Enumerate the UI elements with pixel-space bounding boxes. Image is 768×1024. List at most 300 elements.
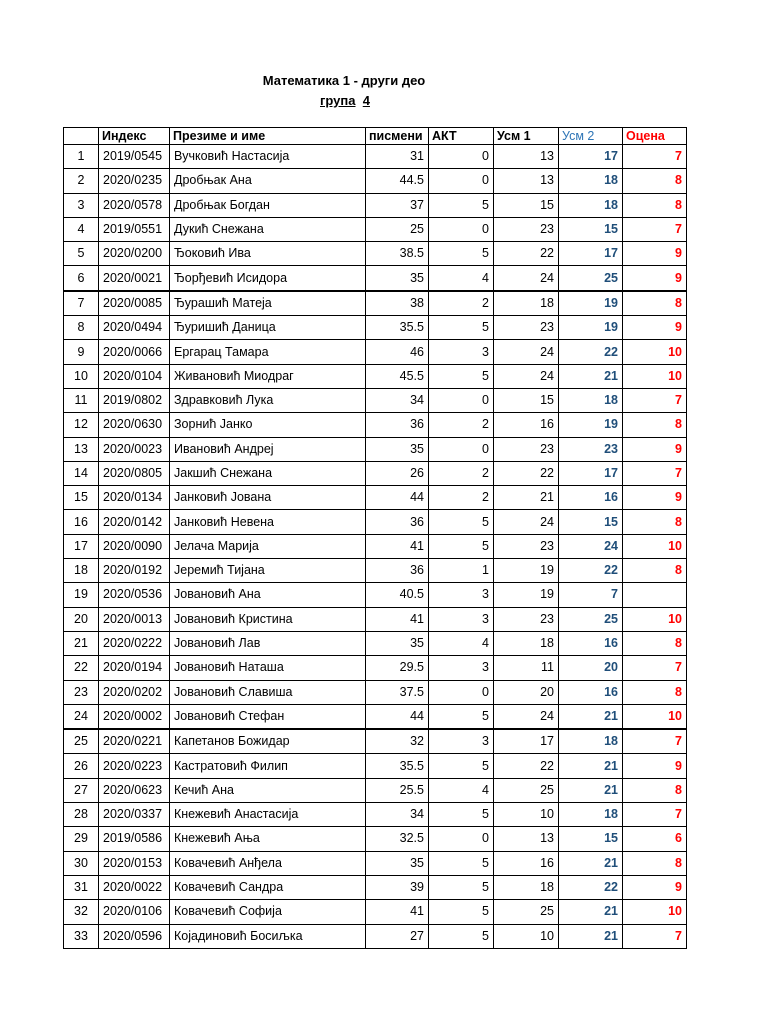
index-cell: 2020/0235	[99, 169, 170, 193]
table-row	[64, 217, 687, 241]
header-grade: Оцена	[623, 128, 687, 145]
grade-cell: 7	[623, 217, 687, 241]
index-cell: 2020/0085	[99, 291, 170, 316]
akt-score-cell: 5	[429, 316, 494, 340]
written-score-cell: 38	[366, 291, 429, 316]
student-name-cell: Ивановић Андреј	[170, 437, 366, 461]
index-cell: 2020/0066	[99, 340, 170, 364]
row-number-cell: 22	[64, 656, 99, 680]
row-number-cell: 8	[64, 316, 99, 340]
header-number	[64, 128, 99, 145]
oral2-score-cell: 21	[559, 364, 623, 388]
oral2-score-cell: 21	[559, 704, 623, 729]
oral2-score-cell: 17	[559, 145, 623, 169]
student-name-cell: Зорнић Јанко	[170, 413, 366, 437]
table-row	[64, 510, 687, 534]
row-number-cell: 2	[64, 169, 99, 193]
index-cell: 2020/0221	[99, 729, 170, 754]
student-name-cell: Кнежевић Анастасија	[170, 803, 366, 827]
akt-score-cell: 2	[429, 486, 494, 510]
oral2-score-cell: 21	[559, 900, 623, 924]
written-score-cell: 36	[366, 559, 429, 583]
student-name-cell: Јовановић Стефан	[170, 704, 366, 729]
oral1-score-cell: 19	[494, 559, 559, 583]
grade-cell: 8	[623, 291, 687, 316]
akt-score-cell: 5	[429, 924, 494, 948]
row-number-cell: 7	[64, 291, 99, 316]
index-cell: 2020/0494	[99, 316, 170, 340]
written-score-cell: 26	[366, 461, 429, 485]
index-cell: 2019/0551	[99, 217, 170, 241]
index-cell: 2020/0142	[99, 510, 170, 534]
index-cell: 2020/0022	[99, 875, 170, 899]
table-row	[64, 851, 687, 875]
header-akt: АКТ	[429, 128, 494, 145]
written-score-cell: 34	[366, 803, 429, 827]
akt-score-cell: 5	[429, 803, 494, 827]
oral2-score-cell: 21	[559, 778, 623, 802]
oral2-score-cell: 25	[559, 266, 623, 291]
oral2-score-cell: 22	[559, 340, 623, 364]
akt-score-cell: 5	[429, 704, 494, 729]
index-cell: 2020/0578	[99, 193, 170, 217]
student-name-cell: Јелача Марија	[170, 534, 366, 558]
oral2-score-cell: 15	[559, 217, 623, 241]
table-row	[64, 486, 687, 510]
akt-score-cell: 4	[429, 266, 494, 291]
oral2-score-cell: 15	[559, 827, 623, 851]
grade-cell: 6	[623, 827, 687, 851]
akt-score-cell: 5	[429, 754, 494, 778]
akt-score-cell: 5	[429, 875, 494, 899]
written-score-cell: 37.5	[366, 680, 429, 704]
grade-cell: 10	[623, 534, 687, 558]
student-name-cell: Дробњак Богдан	[170, 193, 366, 217]
oral2-score-cell: 21	[559, 754, 623, 778]
oral1-score-cell: 20	[494, 680, 559, 704]
student-name-cell: Јовановић Ана	[170, 583, 366, 607]
student-name-cell: Кастратовић Филип	[170, 754, 366, 778]
grade-cell: 9	[623, 316, 687, 340]
written-score-cell: 29.5	[366, 656, 429, 680]
student-name-cell: Живановић Миодраг	[170, 364, 366, 388]
oral1-score-cell: 17	[494, 729, 559, 754]
index-cell: 2020/0013	[99, 607, 170, 631]
row-number-cell: 4	[64, 217, 99, 241]
akt-score-cell: 5	[429, 364, 494, 388]
akt-score-cell: 5	[429, 193, 494, 217]
oral1-score-cell: 15	[494, 388, 559, 412]
oral1-score-cell: 13	[494, 145, 559, 169]
grade-cell: 7	[623, 729, 687, 754]
oral2-score-cell: 20	[559, 656, 623, 680]
student-name-cell: Ђорђевић Исидора	[170, 266, 366, 291]
written-score-cell: 45.5	[366, 364, 429, 388]
oral1-score-cell: 23	[494, 316, 559, 340]
table-row	[64, 729, 687, 754]
table-row	[64, 583, 687, 607]
row-number-cell: 18	[64, 559, 99, 583]
grade-cell: 7	[623, 461, 687, 485]
akt-score-cell: 5	[429, 900, 494, 924]
oral1-score-cell: 19	[494, 583, 559, 607]
written-score-cell: 35	[366, 437, 429, 461]
table-row	[64, 704, 687, 729]
written-score-cell: 40.5	[366, 583, 429, 607]
table-row	[64, 900, 687, 924]
written-score-cell: 35	[366, 266, 429, 291]
akt-score-cell: 0	[429, 388, 494, 412]
oral1-score-cell: 23	[494, 534, 559, 558]
grade-cell: 9	[623, 875, 687, 899]
oral2-score-cell: 16	[559, 486, 623, 510]
written-score-cell: 27	[366, 924, 429, 948]
akt-score-cell: 3	[429, 340, 494, 364]
akt-score-cell: 5	[429, 242, 494, 266]
row-number-cell: 30	[64, 851, 99, 875]
grade-cell	[623, 583, 687, 607]
oral2-score-cell: 17	[559, 242, 623, 266]
grade-cell: 8	[623, 851, 687, 875]
row-number-cell: 32	[64, 900, 99, 924]
student-name-cell: Јовановић Кристина	[170, 607, 366, 631]
row-number-cell: 27	[64, 778, 99, 802]
oral1-score-cell: 24	[494, 266, 559, 291]
written-score-cell: 46	[366, 340, 429, 364]
row-number-cell: 13	[64, 437, 99, 461]
akt-score-cell: 2	[429, 291, 494, 316]
row-number-cell: 15	[64, 486, 99, 510]
row-number-cell: 31	[64, 875, 99, 899]
table-row	[64, 778, 687, 802]
table-row	[64, 316, 687, 340]
header-written: писмени	[366, 128, 429, 145]
written-score-cell: 25.5	[366, 778, 429, 802]
document-title: Математика 1 - други део	[262, 73, 426, 88]
written-score-cell: 36	[366, 413, 429, 437]
table-row	[64, 827, 687, 851]
row-number-cell: 17	[64, 534, 99, 558]
oral1-score-cell: 18	[494, 875, 559, 899]
student-name-cell: Којадиновић Босиљка	[170, 924, 366, 948]
row-number-cell: 16	[64, 510, 99, 534]
index-cell: 2020/0192	[99, 559, 170, 583]
group-number: 4	[362, 93, 370, 108]
written-score-cell: 44	[366, 704, 429, 729]
grade-cell: 9	[623, 437, 687, 461]
oral1-score-cell: 23	[494, 217, 559, 241]
written-score-cell: 41	[366, 534, 429, 558]
row-number-cell: 3	[64, 193, 99, 217]
oral2-score-cell: 7	[559, 583, 623, 607]
written-score-cell: 38.5	[366, 242, 429, 266]
row-number-cell: 24	[64, 704, 99, 729]
row-number-cell: 11	[64, 388, 99, 412]
akt-score-cell: 3	[429, 656, 494, 680]
written-score-cell: 35	[366, 851, 429, 875]
table-row	[64, 754, 687, 778]
oral2-score-cell: 25	[559, 607, 623, 631]
akt-score-cell: 0	[429, 217, 494, 241]
oral2-score-cell: 24	[559, 534, 623, 558]
written-score-cell: 25	[366, 217, 429, 241]
index-cell: 2020/0223	[99, 754, 170, 778]
oral1-score-cell: 16	[494, 851, 559, 875]
student-name-cell: Јеремић Тијана	[170, 559, 366, 583]
akt-score-cell: 1	[429, 559, 494, 583]
akt-score-cell: 3	[429, 583, 494, 607]
oral1-score-cell: 13	[494, 827, 559, 851]
oral1-score-cell: 13	[494, 169, 559, 193]
row-number-cell: 14	[64, 461, 99, 485]
akt-score-cell: 0	[429, 145, 494, 169]
row-number-cell: 23	[64, 680, 99, 704]
row-number-cell: 28	[64, 803, 99, 827]
table-row	[64, 803, 687, 827]
written-score-cell: 36	[366, 510, 429, 534]
student-name-cell: Кечић Ана	[170, 778, 366, 802]
student-name-cell: Кнежевић Ања	[170, 827, 366, 851]
akt-score-cell: 5	[429, 510, 494, 534]
oral2-score-cell: 19	[559, 413, 623, 437]
oral1-score-cell: 21	[494, 486, 559, 510]
row-number-cell: 20	[64, 607, 99, 631]
student-name-cell: Здравковић Лука	[170, 388, 366, 412]
grade-cell: 7	[623, 145, 687, 169]
group-heading	[320, 93, 370, 108]
row-number-cell: 25	[64, 729, 99, 754]
oral2-score-cell: 18	[559, 388, 623, 412]
student-name-cell: Вучковић Настасија	[170, 145, 366, 169]
oral1-score-cell: 23	[494, 437, 559, 461]
oral1-score-cell: 24	[494, 364, 559, 388]
table-row	[64, 437, 687, 461]
student-name-cell: Дробњак Ана	[170, 169, 366, 193]
written-score-cell: 44	[366, 486, 429, 510]
written-score-cell: 32.5	[366, 827, 429, 851]
written-score-cell: 35.5	[366, 316, 429, 340]
oral1-score-cell: 22	[494, 242, 559, 266]
group-label: група	[320, 93, 356, 108]
row-number-cell: 6	[64, 266, 99, 291]
student-name-cell: Јакшић Снежана	[170, 461, 366, 485]
student-name-cell: Јовановић Лав	[170, 631, 366, 655]
row-number-cell: 19	[64, 583, 99, 607]
index-cell: 2020/0805	[99, 461, 170, 485]
akt-score-cell: 0	[429, 680, 494, 704]
oral1-score-cell: 15	[494, 193, 559, 217]
written-score-cell: 41	[366, 607, 429, 631]
student-name-cell: Ковачевић Софија	[170, 900, 366, 924]
written-score-cell: 37	[366, 193, 429, 217]
table-row	[64, 413, 687, 437]
index-cell: 2020/0202	[99, 680, 170, 704]
table-row	[64, 169, 687, 193]
row-number-cell: 12	[64, 413, 99, 437]
grade-cell: 9	[623, 266, 687, 291]
oral2-score-cell: 15	[559, 510, 623, 534]
student-name-cell: Ковачевић Сандра	[170, 875, 366, 899]
oral2-score-cell: 19	[559, 291, 623, 316]
oral2-score-cell: 21	[559, 924, 623, 948]
index-cell: 2020/0090	[99, 534, 170, 558]
akt-score-cell: 2	[429, 461, 494, 485]
index-cell: 2020/0596	[99, 924, 170, 948]
grade-cell: 8	[623, 169, 687, 193]
grade-cell: 10	[623, 607, 687, 631]
oral1-score-cell: 24	[494, 704, 559, 729]
student-name-cell: Јовановић Славиша	[170, 680, 366, 704]
akt-score-cell: 5	[429, 851, 494, 875]
student-name-cell: Јанковић Невена	[170, 510, 366, 534]
index-cell: 2020/0023	[99, 437, 170, 461]
oral1-score-cell: 24	[494, 340, 559, 364]
grade-cell: 10	[623, 900, 687, 924]
student-name-cell: Јовановић Наташа	[170, 656, 366, 680]
header-oral2: Усм 2	[559, 128, 623, 145]
written-score-cell: 44.5	[366, 169, 429, 193]
index-cell: 2020/0337	[99, 803, 170, 827]
index-cell: 2019/0586	[99, 827, 170, 851]
student-name-cell: Ђоковић Ива	[170, 242, 366, 266]
table-row	[64, 145, 687, 169]
oral1-score-cell: 18	[494, 631, 559, 655]
table-row	[64, 875, 687, 899]
oral1-score-cell: 22	[494, 461, 559, 485]
oral2-score-cell: 19	[559, 316, 623, 340]
header-index: Индекс	[99, 128, 170, 145]
grade-cell: 8	[623, 559, 687, 583]
oral2-score-cell: 23	[559, 437, 623, 461]
student-name-cell: Ковачевић Анђела	[170, 851, 366, 875]
student-name-cell: Ђуришић Даница	[170, 316, 366, 340]
index-cell: 2020/0222	[99, 631, 170, 655]
oral2-score-cell: 22	[559, 875, 623, 899]
written-score-cell: 32	[366, 729, 429, 754]
row-number-cell: 21	[64, 631, 99, 655]
table-row	[64, 680, 687, 704]
oral1-score-cell: 24	[494, 510, 559, 534]
grade-cell: 9	[623, 486, 687, 510]
grade-cell: 8	[623, 631, 687, 655]
akt-score-cell: 3	[429, 607, 494, 631]
header-name: Презиме и име	[170, 128, 366, 145]
akt-score-cell: 4	[429, 778, 494, 802]
akt-score-cell: 2	[429, 413, 494, 437]
index-cell: 2020/0153	[99, 851, 170, 875]
grade-cell: 7	[623, 924, 687, 948]
header-oral1: Усм 1	[494, 128, 559, 145]
table-row	[64, 193, 687, 217]
student-name-cell: Јанковић Јована	[170, 486, 366, 510]
written-score-cell: 35.5	[366, 754, 429, 778]
row-number-cell: 26	[64, 754, 99, 778]
grade-cell: 7	[623, 803, 687, 827]
table-row	[64, 656, 687, 680]
header-row	[64, 128, 687, 145]
table-row	[64, 266, 687, 291]
table-row	[64, 364, 687, 388]
index-cell: 2020/0104	[99, 364, 170, 388]
grade-cell: 7	[623, 656, 687, 680]
oral2-score-cell: 22	[559, 559, 623, 583]
akt-score-cell: 5	[429, 534, 494, 558]
table-row	[64, 242, 687, 266]
row-number-cell: 10	[64, 364, 99, 388]
grade-cell: 10	[623, 340, 687, 364]
grade-cell: 8	[623, 193, 687, 217]
akt-score-cell: 0	[429, 827, 494, 851]
oral2-score-cell: 16	[559, 631, 623, 655]
index-cell: 2020/0194	[99, 656, 170, 680]
oral2-score-cell: 18	[559, 169, 623, 193]
oral1-score-cell: 11	[494, 656, 559, 680]
oral1-score-cell: 16	[494, 413, 559, 437]
grade-cell: 8	[623, 680, 687, 704]
table-row	[64, 559, 687, 583]
akt-score-cell: 0	[429, 437, 494, 461]
index-cell: 2020/0002	[99, 704, 170, 729]
grade-cell: 10	[623, 704, 687, 729]
oral2-score-cell: 18	[559, 803, 623, 827]
grade-cell: 9	[623, 242, 687, 266]
table-row	[64, 388, 687, 412]
index-cell: 2020/0021	[99, 266, 170, 291]
written-score-cell: 41	[366, 900, 429, 924]
oral1-score-cell: 18	[494, 291, 559, 316]
index-cell: 2019/0802	[99, 388, 170, 412]
grade-cell: 7	[623, 388, 687, 412]
written-score-cell: 31	[366, 145, 429, 169]
oral2-score-cell: 18	[559, 193, 623, 217]
student-name-cell: Капетанов Божидар	[170, 729, 366, 754]
grade-cell: 10	[623, 364, 687, 388]
akt-score-cell: 3	[429, 729, 494, 754]
akt-score-cell: 4	[429, 631, 494, 655]
grades-table	[63, 127, 687, 949]
akt-score-cell: 0	[429, 169, 494, 193]
oral2-score-cell: 17	[559, 461, 623, 485]
grade-cell: 8	[623, 413, 687, 437]
student-name-cell: Ђурашић Матеја	[170, 291, 366, 316]
table-row	[64, 607, 687, 631]
table-row	[64, 534, 687, 558]
row-number-cell: 1	[64, 145, 99, 169]
grade-cell: 9	[623, 754, 687, 778]
oral1-score-cell: 25	[494, 900, 559, 924]
written-score-cell: 34	[366, 388, 429, 412]
grade-cell: 8	[623, 778, 687, 802]
table-row	[64, 291, 687, 316]
written-score-cell: 35	[366, 631, 429, 655]
table-row	[64, 924, 687, 948]
row-number-cell: 33	[64, 924, 99, 948]
oral1-score-cell: 10	[494, 924, 559, 948]
index-cell: 2020/0134	[99, 486, 170, 510]
row-number-cell: 5	[64, 242, 99, 266]
row-number-cell: 9	[64, 340, 99, 364]
student-name-cell: Ергарац Тамара	[170, 340, 366, 364]
index-cell: 2020/0623	[99, 778, 170, 802]
table-row	[64, 631, 687, 655]
oral2-score-cell: 21	[559, 851, 623, 875]
index-cell: 2020/0106	[99, 900, 170, 924]
row-number-cell: 29	[64, 827, 99, 851]
oral1-score-cell: 10	[494, 803, 559, 827]
table-row	[64, 461, 687, 485]
oral1-score-cell: 22	[494, 754, 559, 778]
student-name-cell: Дукић Снежана	[170, 217, 366, 241]
